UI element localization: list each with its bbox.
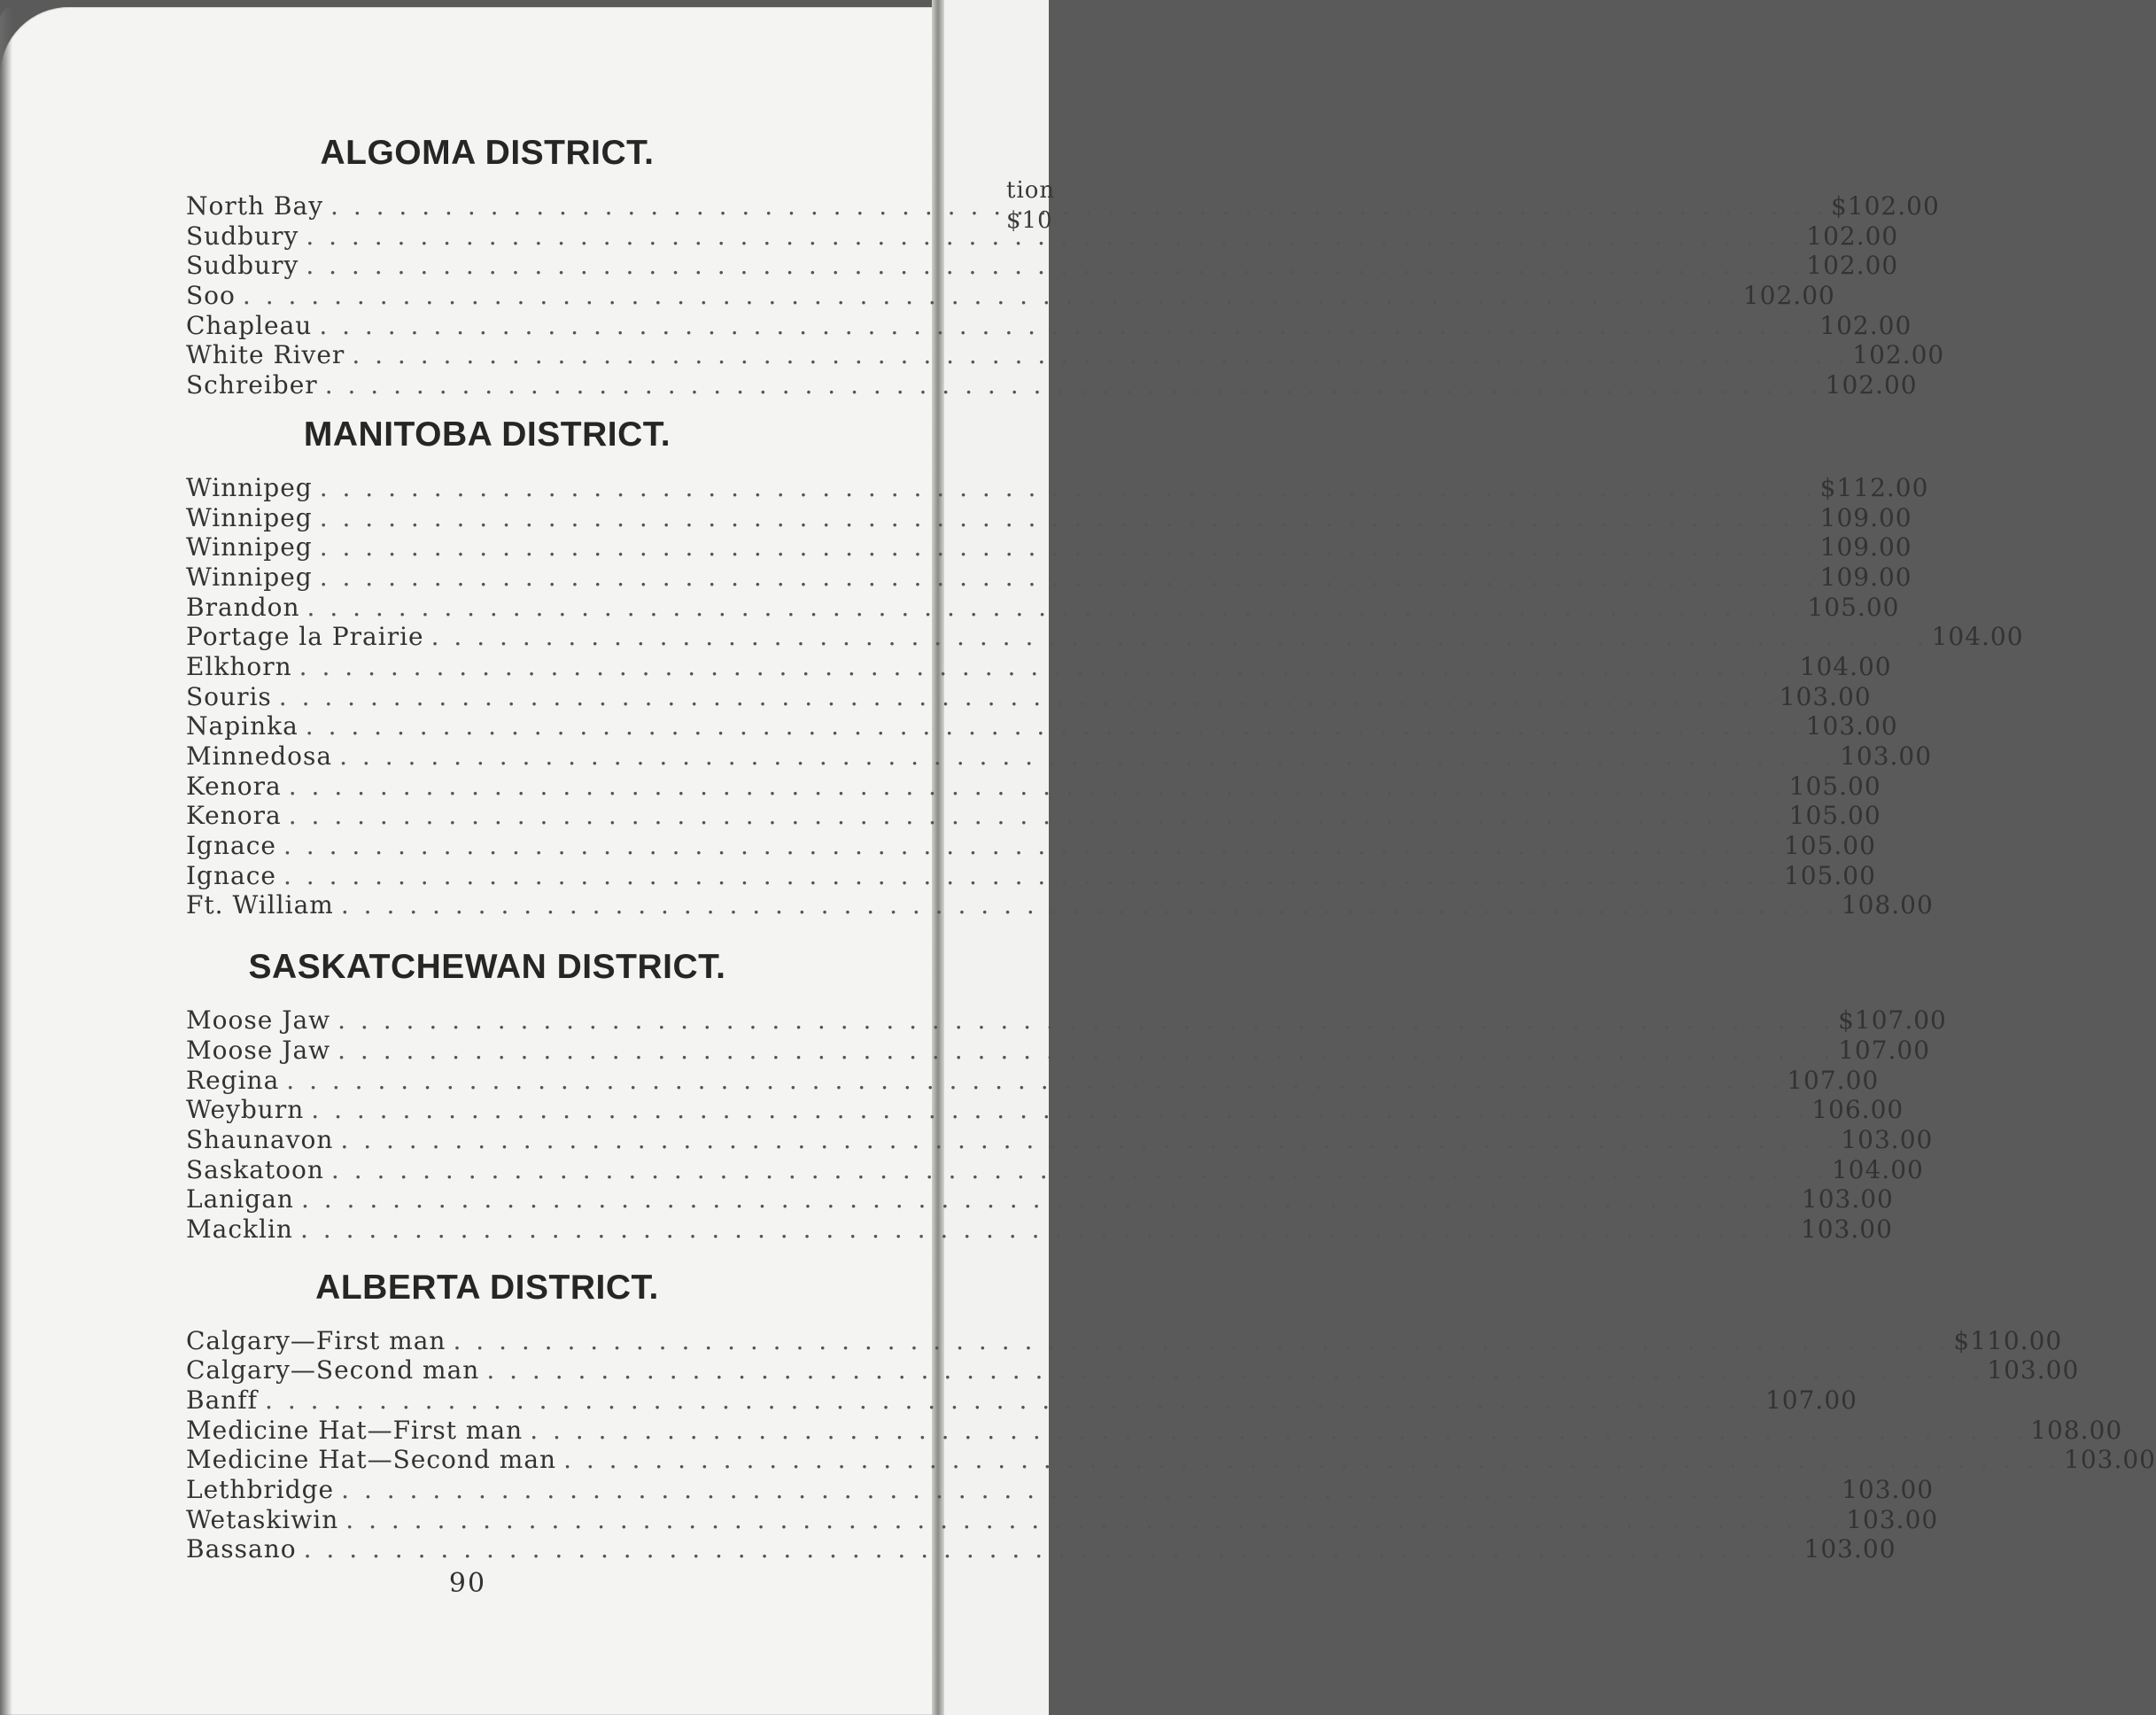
page-edge-shadow bbox=[0, 7, 12, 1715]
price: 107.00 bbox=[1764, 1385, 1857, 1415]
price: 103.00 bbox=[1846, 1504, 1939, 1534]
table-row bbox=[186, 502, 1912, 533]
price: 108.00 bbox=[1841, 890, 1934, 920]
section-manitoba bbox=[186, 415, 2024, 920]
price: 109.00 bbox=[1819, 502, 1912, 532]
table-row bbox=[186, 860, 1876, 891]
dot-leader bbox=[337, 1036, 1834, 1066]
facing-page-text-line-2: $10 bbox=[1006, 207, 1053, 234]
place-name: North Bay bbox=[186, 191, 324, 221]
price: 105.00 bbox=[1783, 860, 1876, 890]
place-name: Souris bbox=[186, 681, 272, 711]
place-name: White River bbox=[186, 340, 345, 370]
dot-leader bbox=[431, 622, 1928, 652]
place-name: Brandon bbox=[186, 592, 300, 622]
price: $110.00 bbox=[1953, 1325, 2063, 1355]
place-name: Sudbury bbox=[186, 221, 299, 251]
table-row bbox=[186, 191, 1940, 221]
dot-leader bbox=[453, 1326, 1950, 1356]
dot-leader bbox=[300, 1214, 1797, 1245]
place-name: Calgary—First man bbox=[186, 1325, 446, 1355]
place-name: Lanigan bbox=[186, 1184, 294, 1214]
place-name: Moose Jaw bbox=[186, 1035, 331, 1065]
table-row bbox=[186, 1065, 1880, 1096]
section-heading: MANITOBA DISTRICT. bbox=[303, 415, 671, 454]
price: 102.00 bbox=[1806, 251, 1899, 281]
place-name: Medicine Hat—First man bbox=[186, 1415, 523, 1445]
price: 103.00 bbox=[1840, 741, 1933, 771]
price: 103.00 bbox=[1801, 1184, 1894, 1214]
dot-leader bbox=[289, 801, 1786, 831]
table-row bbox=[186, 562, 1912, 593]
facing-page-text-line-1: tion bbox=[1006, 177, 1056, 204]
dot-leader bbox=[311, 1095, 1808, 1125]
place-name: Lethbridge bbox=[186, 1475, 335, 1505]
dot-leader bbox=[279, 682, 1776, 712]
table-row bbox=[186, 340, 1945, 370]
place-name: Napinka bbox=[186, 711, 299, 741]
price: 103.00 bbox=[1841, 1124, 1934, 1154]
place-name: Elkhorn bbox=[186, 651, 292, 681]
table-row bbox=[186, 1534, 1896, 1564]
table-row bbox=[186, 801, 1881, 831]
table-row bbox=[186, 1124, 1934, 1155]
table-row bbox=[186, 711, 1898, 741]
place-name: Winnipeg bbox=[186, 502, 313, 532]
price: 105.00 bbox=[1788, 801, 1881, 831]
price: 103.00 bbox=[1803, 1534, 1896, 1564]
dot-leader bbox=[345, 1505, 1842, 1535]
place-name: Winnipeg bbox=[186, 562, 313, 592]
section-heading: ALGOMA DISTRICT. bbox=[320, 134, 655, 172]
table-row bbox=[186, 1415, 2123, 1446]
dot-leader bbox=[486, 1355, 1983, 1385]
dot-leader bbox=[320, 503, 1817, 533]
dot-leader bbox=[320, 473, 1817, 503]
dot-leader bbox=[286, 1066, 1783, 1096]
place-name: Kenora bbox=[186, 771, 282, 801]
price: $112.00 bbox=[1819, 472, 1929, 502]
section-spacer bbox=[186, 1245, 788, 1268]
table-row bbox=[186, 741, 1933, 772]
place-name: Soo bbox=[186, 281, 236, 311]
table-row bbox=[186, 1184, 1894, 1214]
section-spacer bbox=[186, 920, 788, 947]
table-row bbox=[186, 1035, 1931, 1066]
place-name: Winnipeg bbox=[186, 532, 313, 563]
price: 104.00 bbox=[1799, 651, 1892, 681]
dot-leader bbox=[563, 1445, 2060, 1475]
price: 102.00 bbox=[1825, 370, 1918, 400]
price: 103.00 bbox=[2064, 1445, 2156, 1475]
section-alberta bbox=[186, 1268, 2156, 1565]
place-name: Weyburn bbox=[186, 1095, 305, 1125]
place-name: Chapleau bbox=[186, 310, 313, 340]
place-name: Medicine Hat—Second man bbox=[186, 1445, 557, 1475]
table-row bbox=[186, 1445, 2156, 1475]
section-saskatchewan bbox=[186, 947, 1947, 1245]
table-row bbox=[186, 1385, 1857, 1416]
place-name: Schreiber bbox=[186, 370, 318, 400]
place-name: Regina bbox=[186, 1065, 280, 1095]
price: 103.00 bbox=[1987, 1355, 2080, 1385]
table-row bbox=[186, 681, 1872, 712]
dot-leader bbox=[306, 221, 1803, 252]
price: 104.00 bbox=[1831, 1154, 1924, 1184]
table-row bbox=[186, 532, 1912, 563]
table-row bbox=[186, 1355, 2080, 1385]
dot-leader bbox=[330, 191, 1827, 221]
table-row bbox=[186, 310, 1912, 341]
place-name: Banff bbox=[186, 1385, 259, 1415]
table-row bbox=[186, 1504, 1939, 1535]
dot-leader bbox=[320, 532, 1817, 563]
place-name: Kenora bbox=[186, 801, 282, 831]
price: $102.00 bbox=[1830, 191, 1940, 221]
place-name: Portage la Prairie bbox=[186, 622, 424, 652]
table-row bbox=[186, 1154, 1924, 1185]
table-row bbox=[186, 281, 1835, 311]
section-spacer bbox=[186, 400, 788, 415]
dot-leader bbox=[319, 311, 1816, 341]
table-row bbox=[186, 1214, 1893, 1245]
section-heading: SASKATCHEWAN DISTRICT. bbox=[248, 948, 726, 987]
table-row bbox=[186, 890, 1934, 920]
dot-leader bbox=[301, 1184, 1798, 1214]
table-row bbox=[186, 221, 1899, 252]
dot-leader bbox=[320, 563, 1817, 593]
dot-leader bbox=[306, 711, 1803, 741]
table-row bbox=[186, 370, 1918, 400]
price: 103.00 bbox=[1805, 711, 1898, 741]
dot-leader bbox=[352, 340, 1849, 370]
place-name: Shaunavon bbox=[186, 1124, 334, 1154]
dot-leader bbox=[339, 741, 1836, 772]
page-number: 90 bbox=[448, 1568, 487, 1599]
table-row bbox=[186, 771, 1881, 802]
place-name: Ignace bbox=[186, 860, 276, 890]
price: 107.00 bbox=[1787, 1065, 1880, 1095]
price: 102.00 bbox=[1819, 310, 1912, 340]
price: 104.00 bbox=[1931, 622, 2024, 652]
dot-leader bbox=[289, 772, 1786, 802]
table-row bbox=[186, 1005, 1947, 1036]
dot-leader bbox=[530, 1416, 2027, 1446]
price: 103.00 bbox=[1842, 1475, 1935, 1505]
place-name: Macklin bbox=[186, 1214, 293, 1244]
price: 103.00 bbox=[1800, 1214, 1893, 1244]
table-row bbox=[186, 251, 1899, 281]
dot-leader bbox=[337, 1005, 1834, 1036]
price: 102.00 bbox=[1852, 340, 1945, 370]
dot-leader bbox=[299, 652, 1796, 682]
dot-leader bbox=[306, 251, 1803, 281]
price: 105.00 bbox=[1788, 771, 1881, 801]
dot-leader bbox=[283, 861, 1780, 891]
table-row bbox=[186, 1475, 1935, 1505]
price: 105.00 bbox=[1783, 831, 1876, 861]
price: 106.00 bbox=[1811, 1095, 1904, 1125]
place-name: Sudbury bbox=[186, 251, 299, 281]
place-name: Saskatoon bbox=[186, 1154, 324, 1184]
table-row bbox=[186, 622, 2024, 652]
table-row bbox=[186, 472, 1929, 503]
price: $107.00 bbox=[1838, 1005, 1947, 1036]
place-name: Minnedosa bbox=[186, 741, 333, 771]
dot-leader bbox=[283, 831, 1780, 861]
place-name: Ignace bbox=[186, 831, 276, 861]
table-row bbox=[186, 1095, 1904, 1125]
dot-leader bbox=[340, 1125, 1837, 1155]
section-heading: ALBERTA DISTRICT. bbox=[315, 1268, 659, 1307]
dot-leader bbox=[341, 1475, 1838, 1505]
table-row bbox=[186, 831, 1876, 861]
place-name: Ft. William bbox=[186, 890, 334, 920]
table-row bbox=[186, 592, 1900, 623]
table-row bbox=[186, 1325, 2063, 1356]
price: 102.00 bbox=[1806, 221, 1899, 251]
dot-leader bbox=[341, 890, 1838, 920]
place-name: Bassano bbox=[186, 1534, 297, 1564]
dot-leader bbox=[325, 370, 1822, 400]
price: 109.00 bbox=[1819, 562, 1912, 592]
price: 109.00 bbox=[1819, 532, 1912, 563]
dot-leader bbox=[265, 1385, 1762, 1416]
price: 107.00 bbox=[1838, 1035, 1931, 1065]
table-row bbox=[186, 651, 1892, 682]
dot-leader bbox=[304, 1534, 1801, 1564]
place-name: Moose Jaw bbox=[186, 1005, 331, 1036]
place-name: Winnipeg bbox=[186, 472, 313, 502]
price: 108.00 bbox=[2030, 1415, 2123, 1445]
price: 103.00 bbox=[1779, 681, 1872, 711]
price: 102.00 bbox=[1742, 281, 1835, 311]
dot-leader bbox=[307, 593, 1804, 623]
place-name: Calgary—Second man bbox=[186, 1355, 480, 1385]
place-name: Wetaskiwin bbox=[186, 1504, 339, 1534]
dot-leader bbox=[331, 1155, 1828, 1185]
price: 105.00 bbox=[1807, 592, 1900, 622]
dot-leader bbox=[243, 281, 1740, 311]
